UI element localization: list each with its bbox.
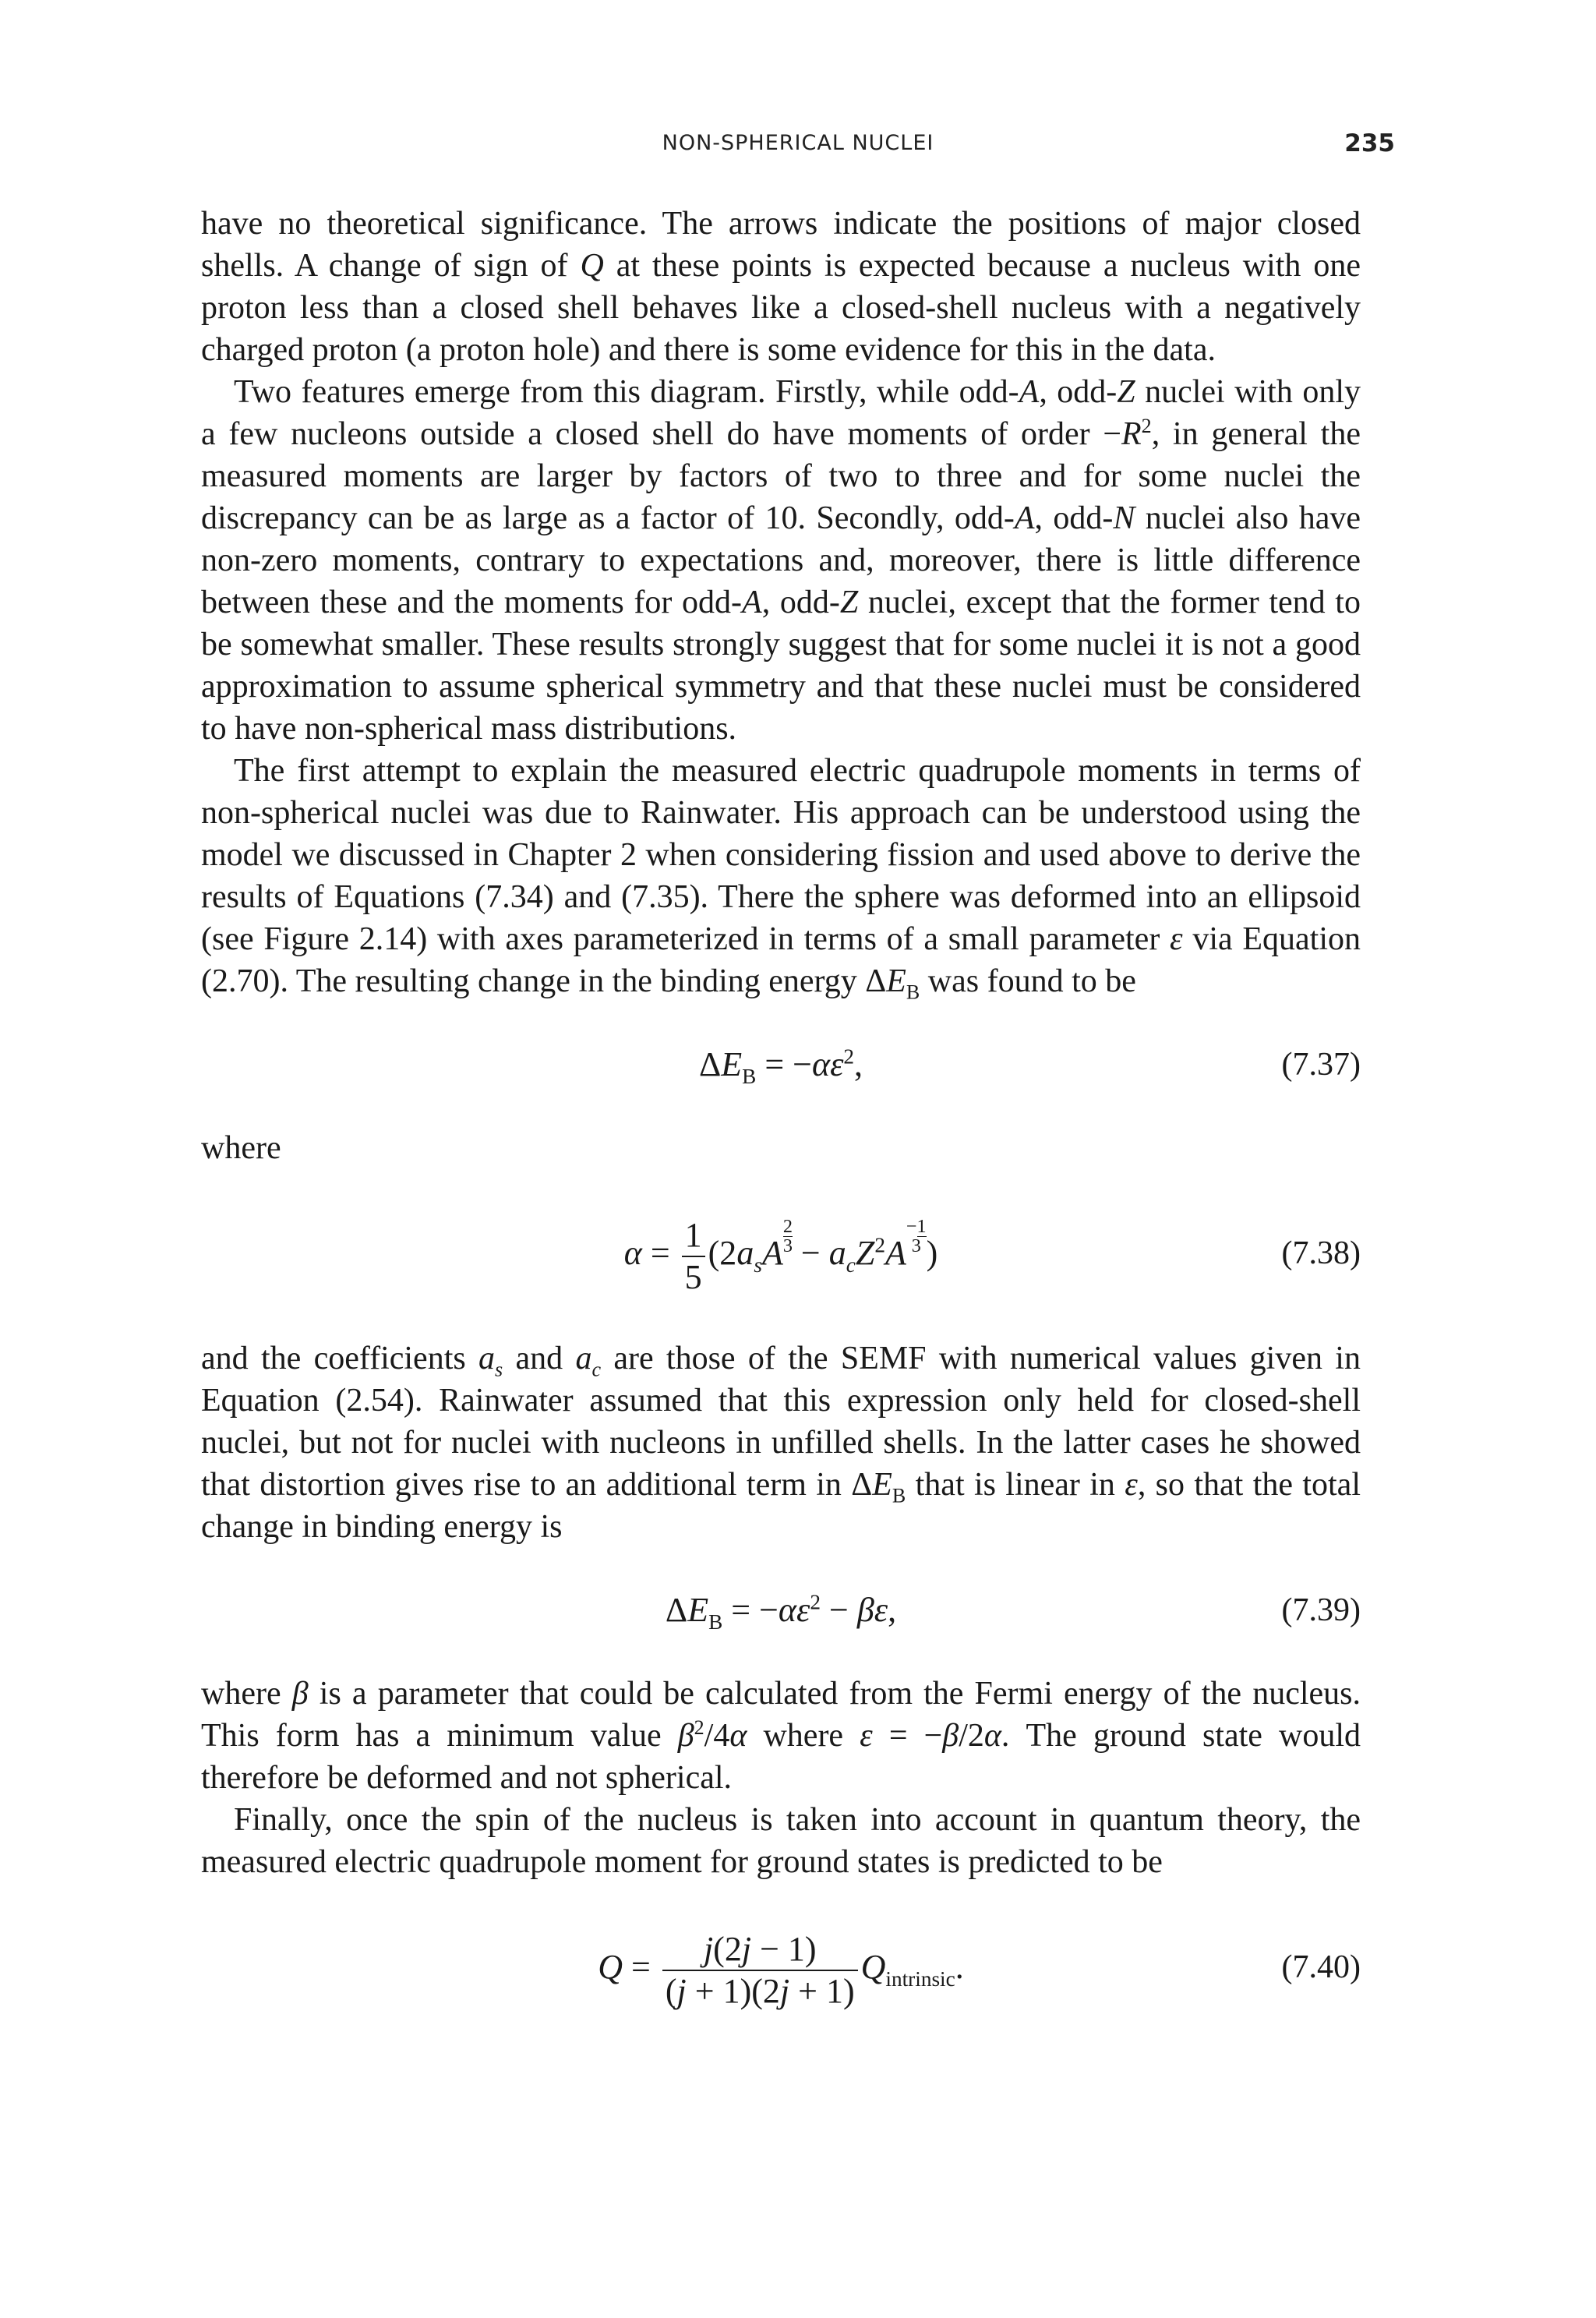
equation-number: (7.39) xyxy=(1281,1592,1361,1628)
paragraph-1: have no theoretical significance. The arrows indicate the positions of major closed shells. A change of sign of Q at these points is expected because a nucleus with one proton less than a closed shell behaves like a closed-shell nucleus with a negatively charged proton (a proton hole) and there is some evidence for this in the data. xyxy=(201,206,1361,368)
running-title: NON-SPHERICAL NUCLEI xyxy=(662,131,934,155)
equation-7-40-expression: Q = $\frac{j(2j - 1)}{(j + 1)(2j + 1)}$ $Q_{intrinsic}$. xyxy=(598,1929,964,2010)
equation-7-39 xyxy=(201,1585,1361,1635)
equation-number: (7.38) xyxy=(1281,1235,1361,1271)
equation-7-37-expression: $\Delta E_B = -\alpha\varepsilon^2$, xyxy=(698,1044,863,1088)
body-text xyxy=(201,203,1361,2051)
equation-7-39-expression: $\Delta E_B = -\alpha\varepsilon^2 - \beta\varepsilon$, xyxy=(665,1590,897,1634)
paragraph-where: where xyxy=(201,1130,281,1166)
paragraph-3: The first attempt to explain the measured electric quadrupole moments in terms of non-spherical nuclei was due to Rainwater. His approach can be understood using the model we discussed in Chapter 2 when considering fission and used above to derive the results of Equations (7.34) and (7.35). There the sphere was deformed into an ellipsoid (see Figure 2.14) with axes parameterized in terms of a small parameter ε via Equation (2.70). The resulting change in the binding energy $\Delta E_B$ was found to be xyxy=(201,753,1361,1004)
page-number: 235 xyxy=(1344,129,1395,157)
paragraph-5: and the coefficients $a_s$ and $a_c$ are those of the SEMF with numerical values given in Equation (2.54). Rainwater assumed that this expression only held for closed-shell nuclei, but not for nuclei with nucleons in unfilled shells. In the latter cases he showed that distortion gives rise to an additional term in $\Delta E_B$ that is linear in ε, so that the total change in binding energy is xyxy=(201,1341,1361,1545)
equation-7-38-expression: α = $\frac{1}{5}$ ($2a_sA$ $\frac{2}{3}$ − $a_cZ^2A-1$ 3 ) xyxy=(623,1215,938,1296)
paragraph-7: Finally, once the spin of the nucleus is taken into account in quantum theory, the measured electric quadrupole moment for ground states is predicted to be xyxy=(201,1802,1361,1880)
equation-7-37 xyxy=(201,1040,1361,1090)
paragraph-6: where β is a parameter that could be calculated from the Fermi energy of the nucleus. This form has a minimum value $\beta^2/4\alpha$ where ε = −β/2α. The ground state would therefore be deformed and not spherical. xyxy=(201,1676,1361,1796)
equation-number: (7.40) xyxy=(1281,1949,1361,1985)
running-header xyxy=(201,131,1395,175)
equation-7-38 xyxy=(201,1207,1361,1300)
equation-number: (7.37) xyxy=(1281,1047,1361,1083)
equation-7-40 xyxy=(201,1920,1361,2014)
paragraph-2: Two features emerge from this diagram. Firstly, while odd-A, odd-Z nuclei with only a few nucleons outside a closed shell do have moments of order $-R^2$, in general the measured moments are larger by factors of two to three and for some nuclei the discrepancy can be as large as a factor of 10. Secondly, odd-A, odd-N nuclei also have non-zero moments, contrary to expectations and, moreover, there is little difference between these and the moments for odd-A, odd-Z nuclei, except that the former tend to be somewhat smaller. These results strongly suggest that for some nuclei it is not a good approximation to assume spherical symmetry and that these nuclei must be considered to have non-spherical mass distributions. xyxy=(201,374,1361,747)
